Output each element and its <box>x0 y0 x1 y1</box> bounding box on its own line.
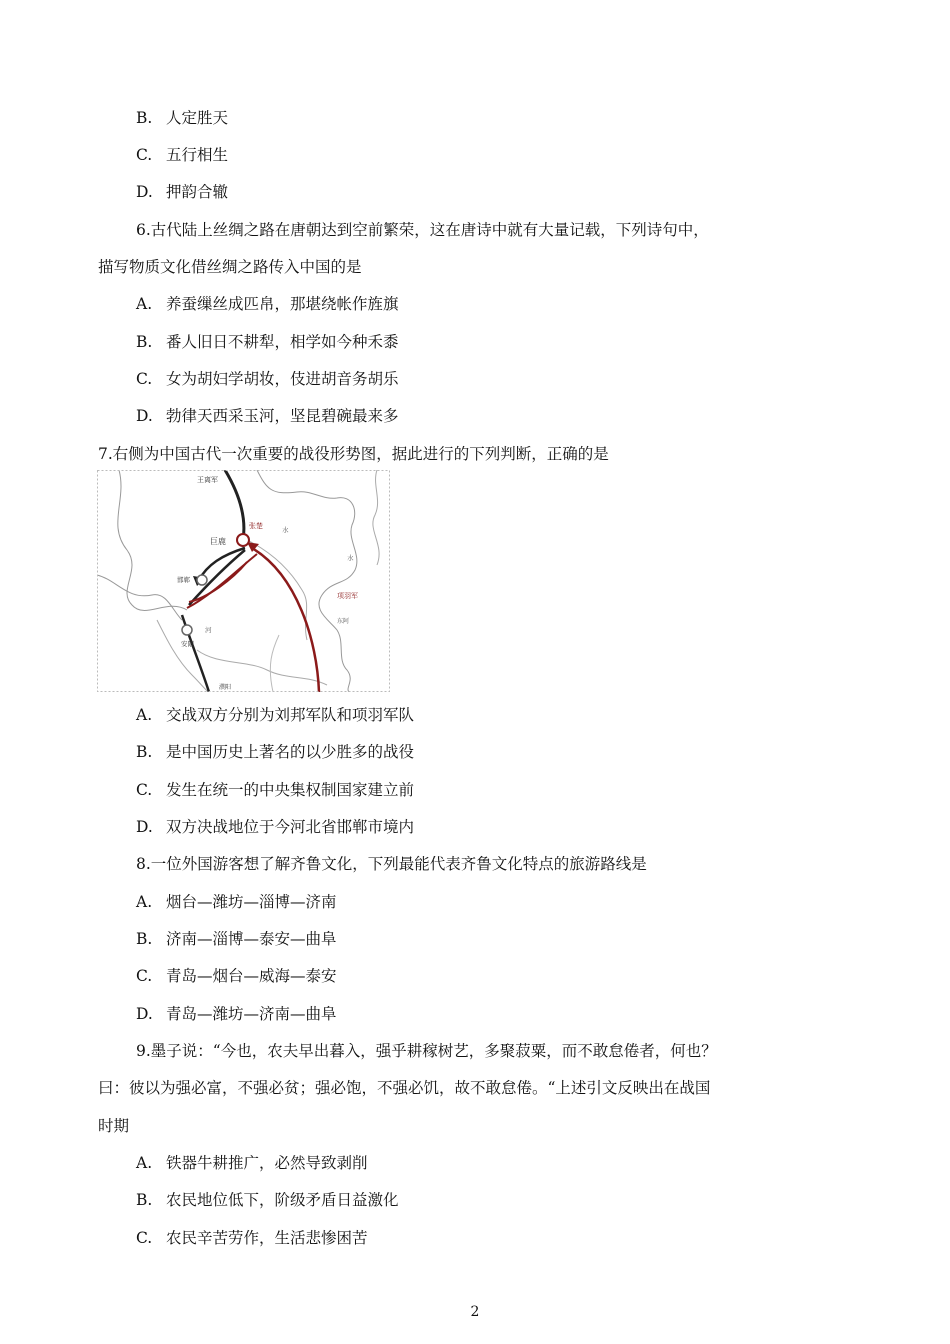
map-label-handan: 邯郸 <box>177 576 190 584</box>
q7-option-a <box>136 703 414 725</box>
map-label-water1: 水 <box>282 526 289 534</box>
option-label: A. <box>136 295 153 313</box>
option-text: 养蚕缫丝成匹帛，那堪绕帐作旌旗 <box>166 295 399 313</box>
q9-option-a <box>136 1151 368 1173</box>
q5-option-b <box>136 106 228 128</box>
option-text: 青岛—潍坊—济南—曲阜 <box>166 1005 337 1023</box>
q9-option-b <box>136 1188 399 1210</box>
option-label: D. <box>136 183 153 201</box>
option-label: B. <box>136 1191 153 1209</box>
option-label: A. <box>136 706 153 724</box>
map-label-anyang: 安阳 <box>181 640 194 648</box>
option-text: 女为胡妇学胡妆，伎进胡音务胡乐 <box>166 370 399 388</box>
option-label: D. <box>136 1005 153 1023</box>
option-text: 人定胜天 <box>166 109 229 127</box>
q9-stem-line3: 时期 <box>98 1117 130 1135</box>
option-label: C. <box>136 967 153 985</box>
option-label: B. <box>136 109 153 127</box>
option-text: 押韵合辙 <box>166 183 229 201</box>
q9-stem-line2: 曰：彼以为强必富，不强必贫；强必饱，不强必饥，故不敢怠倦。“上述引文反映出在战国 <box>98 1079 711 1097</box>
q6-stem-line2: 描写物质文化借丝绸之路传入中国的是 <box>98 258 362 276</box>
option-label: B. <box>136 333 153 351</box>
q6-option-a <box>136 292 399 314</box>
option-text: 济南—淄博—泰安—曲阜 <box>166 930 337 948</box>
option-text: 农民地位低下，阶级矛盾日益激化 <box>166 1191 399 1209</box>
q7-option-b <box>136 740 414 762</box>
q6-option-d <box>136 404 399 426</box>
q8-option-c <box>136 964 337 986</box>
option-label: B. <box>136 930 153 948</box>
map-label-wangli: 王离军 <box>197 476 218 484</box>
option-label: C. <box>136 1229 153 1247</box>
q6-option-c <box>136 367 399 389</box>
q7-option-d <box>136 815 414 837</box>
q6-stem-line1: 6.古代陆上丝绸之路在唐朝达到空前繁荣，这在唐诗中就有大量记载，下列诗句中， <box>136 221 709 239</box>
option-text: 五行相生 <box>166 146 229 164</box>
option-label: A. <box>136 1154 153 1172</box>
option-label: C. <box>136 146 153 164</box>
option-label: C. <box>136 370 153 388</box>
map-label-julu: 巨鹿 <box>210 537 226 546</box>
q5-option-c <box>136 143 228 165</box>
q6-option-b <box>136 330 399 352</box>
q9-option-c <box>136 1226 368 1248</box>
option-text: 勃律天西采玉河，坚昆碧碗最来多 <box>166 407 399 425</box>
option-label: A. <box>136 893 153 911</box>
map-label-zhangtu: 张楚 <box>249 522 263 530</box>
battle-map <box>97 470 390 692</box>
option-text: 青岛—烟台—威海—泰安 <box>166 967 337 985</box>
option-text: 双方决战地位于今河北省邯郸市境内 <box>166 818 415 836</box>
map-label-water2: 水 <box>347 554 354 562</box>
option-text: 农民辛苦劳作，生活悲惨困苦 <box>166 1229 368 1247</box>
q8-option-a <box>136 890 337 912</box>
option-text: 发生在统一的中央集权制国家建立前 <box>166 781 415 799</box>
page-number: 2 <box>470 1304 480 1320</box>
map-label-river: 河 <box>205 626 212 634</box>
option-label: D. <box>136 818 153 836</box>
option-text: 是中国历史上著名的以少胜多的战役 <box>166 743 415 761</box>
q8-option-d <box>136 1002 337 1024</box>
map-label-puyang: 濮阳 <box>219 684 232 691</box>
option-text: 番人旧日不耕犁，相学如今种禾黍 <box>166 333 399 351</box>
option-text: 铁器牛耕推广，必然导致剥削 <box>166 1154 368 1172</box>
option-label: D. <box>136 407 153 425</box>
map-label-xiangyu: 项羽军 <box>337 592 358 600</box>
option-text: 交战双方分别为刘邦军队和项羽军队 <box>166 706 415 724</box>
q5-option-d <box>136 180 228 202</box>
option-text: 烟台—潍坊—淄博—济南 <box>166 893 337 911</box>
option-label: B. <box>136 743 153 761</box>
q8-option-b <box>136 927 337 949</box>
q7-stem: 7.右侧为中国古代一次重要的战役形势图，据此进行的下列判断，正确的是 <box>98 445 609 463</box>
q7-option-c <box>136 778 414 800</box>
q9-stem-line1: 9.墨子说：“今也，农夫早出暮入，强乎耕稼树艺，多聚菽粟，而不敢怠倦者，何也？ <box>136 1042 717 1060</box>
map-label-donga: 东阿 <box>337 618 350 625</box>
option-label: C. <box>136 781 153 799</box>
q8-stem: 8.一位外国游客想了解齐鲁文化，下列最能代表齐鲁文化特点的旅游路线是 <box>136 855 647 873</box>
